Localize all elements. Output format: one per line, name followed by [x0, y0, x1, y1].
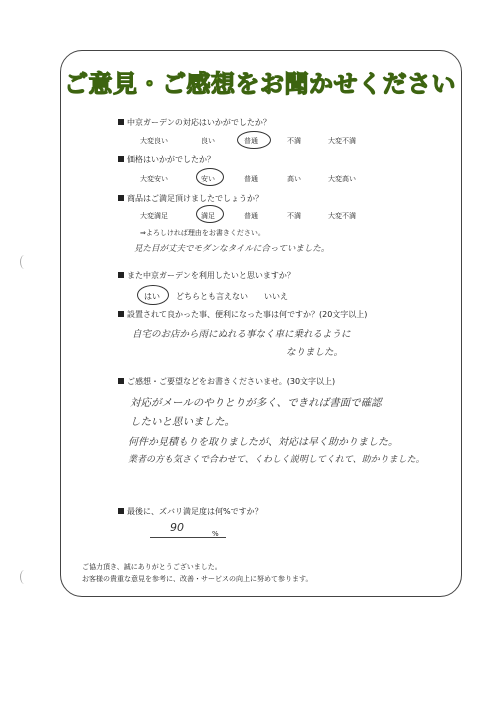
- q2-option[interactable]: 高い: [287, 175, 301, 183]
- square-bullet-icon: [118, 311, 124, 317]
- q1-option[interactable]: 大変良い: [140, 137, 168, 145]
- question-5-label: 設置されて良かった事、便利になった事は何ですか？(20文字以上): [127, 310, 368, 319]
- answer-underline: [150, 537, 226, 538]
- question-7-label: 最後に、ズバリ満足度は何%ですか？: [127, 507, 263, 516]
- question-1-label: 中京ガーデンの対応はいかがでしたか？: [127, 118, 271, 127]
- q1-option[interactable]: 大変不満: [328, 137, 356, 145]
- selection-circle: [196, 168, 224, 186]
- square-bullet-icon: [118, 119, 124, 125]
- q6-answer-line: したいと思いました。: [130, 416, 235, 428]
- reason-answer: 見た目が丈夫でモダンなタイルに合っていました。: [134, 244, 330, 254]
- q2-option[interactable]: 大変高い: [328, 175, 356, 183]
- q2-option[interactable]: 普通: [244, 175, 258, 183]
- question-7: [118, 506, 263, 517]
- q1-option[interactable]: 不満: [287, 137, 301, 145]
- square-bullet-icon: [118, 508, 124, 514]
- q6-answer-line: 何件か見積もりを取りましたが、対応は早く助かりました。: [128, 437, 398, 448]
- question-3-label: 商品はご満足頂けましたでしょうか？: [127, 194, 263, 203]
- footer-thanks: ご協力頂き、誠にありがとうございました。: [82, 563, 222, 571]
- q4-option[interactable]: いいえ: [264, 292, 288, 301]
- q3-option-selected[interactable]: 満足: [201, 212, 215, 220]
- question-1: [118, 117, 271, 128]
- square-bullet-icon: [118, 378, 124, 384]
- binder-hole: [20, 570, 29, 584]
- q3-option[interactable]: 普通: [244, 212, 258, 220]
- satisfaction-value: 90: [170, 521, 184, 534]
- q1-option-selected[interactable]: 普通: [244, 137, 258, 145]
- question-4-label: また中京ガーデンを利用したいと思いますか？: [127, 271, 295, 280]
- q4-option-selected[interactable]: はい: [144, 292, 160, 301]
- q5-answer-line: なりました。: [286, 347, 344, 358]
- selection-circle: [196, 205, 224, 223]
- q1-option[interactable]: 良い: [201, 137, 215, 145]
- question-4: [118, 270, 295, 281]
- square-bullet-icon: [118, 272, 124, 278]
- q4-option[interactable]: どちらとも言えない: [176, 292, 248, 301]
- square-bullet-icon: [118, 156, 124, 162]
- question-6: [118, 376, 335, 387]
- q3-option[interactable]: 大変不満: [328, 212, 356, 220]
- q2-option-selected[interactable]: 安い: [201, 175, 215, 183]
- question-2: [118, 154, 215, 165]
- question-5: [118, 309, 367, 320]
- q3-option[interactable]: 大変満足: [140, 212, 168, 220]
- page-title: ご意見・ご感想をお聞かせください: [64, 70, 456, 98]
- question-6-label: ご感想・ご要望などをお書きくださいませ。(30文字以上): [127, 377, 336, 386]
- question-3: [118, 193, 263, 204]
- question-2-label: 価格はいかがでしたか？: [127, 155, 215, 164]
- reason-prompt: ⇒よろしければ理由をお書きください。: [140, 229, 265, 237]
- q6-answer-line: 対応がメールのやりとりが多く、できれば書面で確認: [130, 397, 382, 409]
- q2-option[interactable]: 大変安い: [140, 175, 168, 183]
- selection-circle: [137, 285, 169, 305]
- q5-answer-line: 自宅のお店から雨にぬれる事なく車に乗れるように: [132, 329, 351, 340]
- square-bullet-icon: [118, 195, 124, 201]
- q6-answer-line: 業者の方も気さくで合わせて、くわしく説明してくれて、助かりました。: [128, 455, 425, 465]
- binder-hole: [20, 255, 29, 269]
- footer-message: お客様の貴重な意見を参考に、改善・サービスの向上に努めて参ります。: [82, 575, 313, 583]
- selection-circle: [237, 131, 271, 149]
- q3-option[interactable]: 不満: [287, 212, 301, 220]
- percent-unit: %: [212, 530, 219, 538]
